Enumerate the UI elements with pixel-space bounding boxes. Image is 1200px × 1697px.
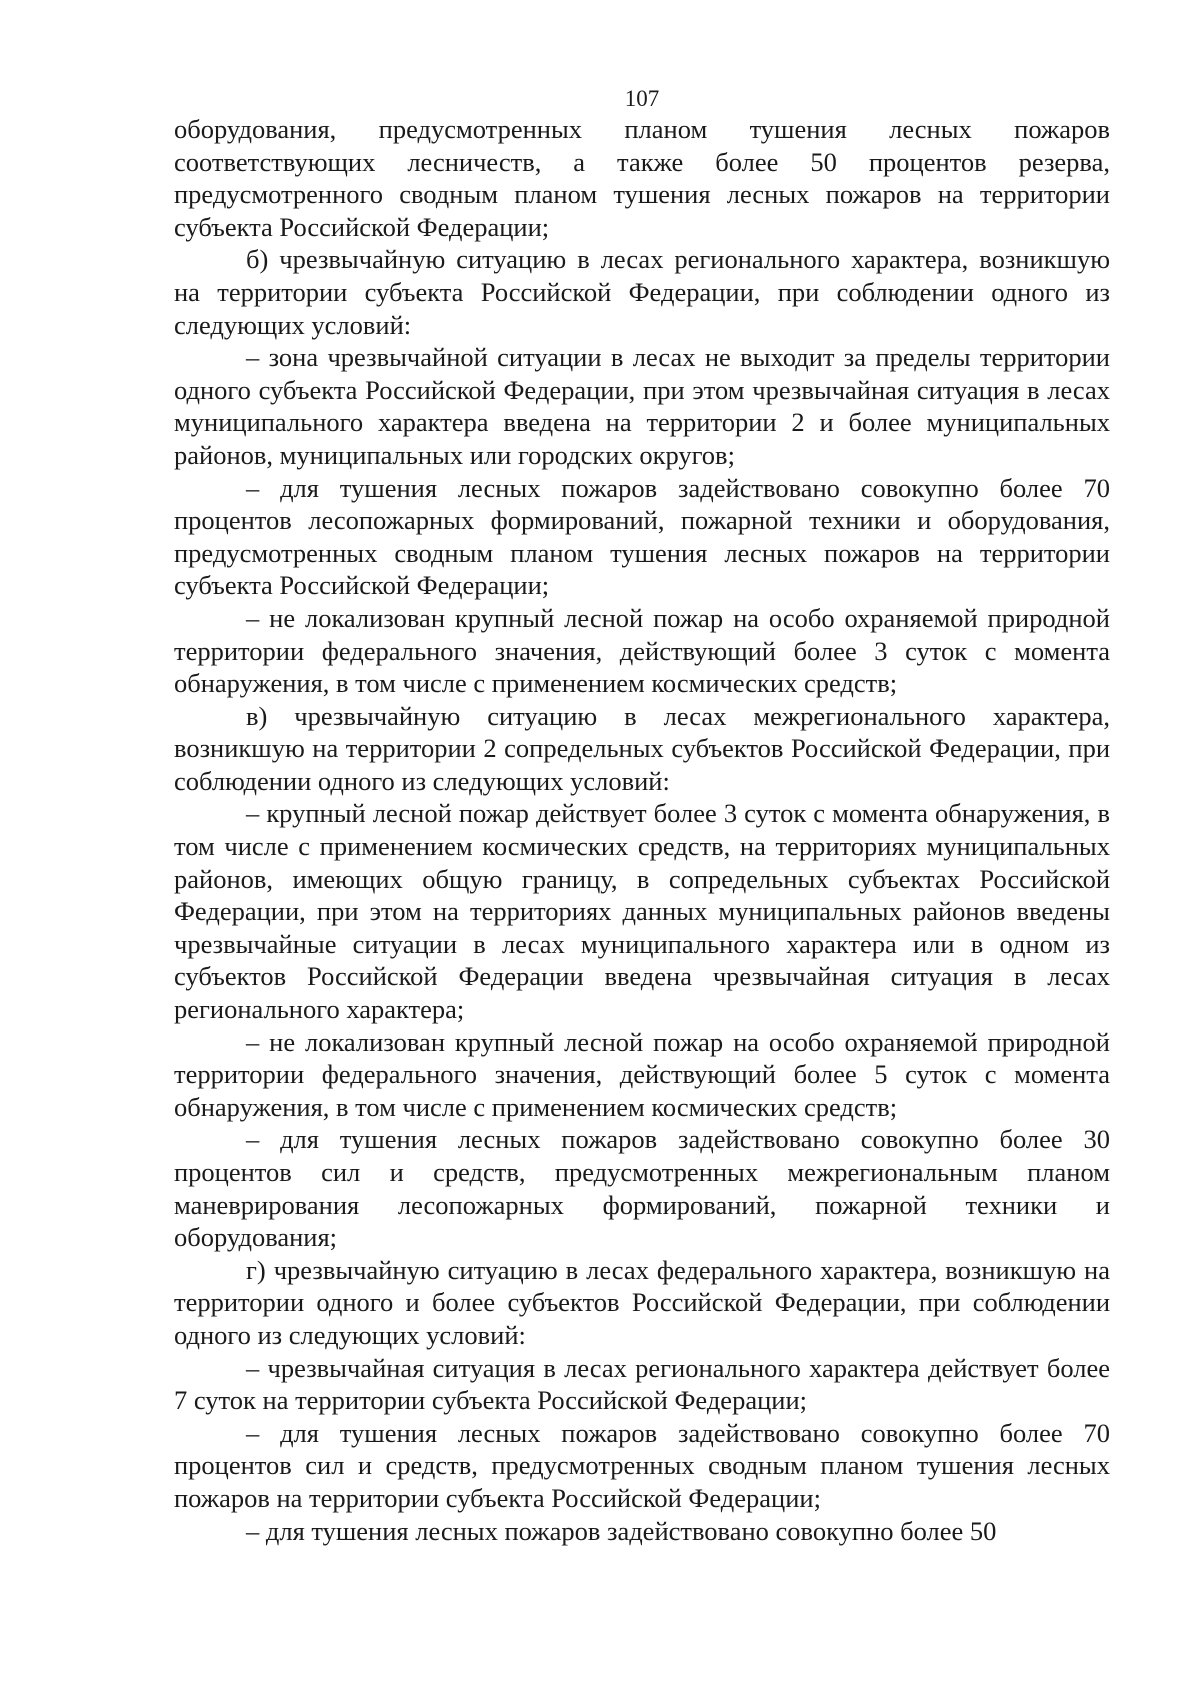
paragraph-dash-item: – не локализован крупный лесной пожар на особо охраняемой природной территории федерального значения, действующий более 5 суток с момента обнаружения, в том числе с применением космических средств; (174, 1026, 1110, 1122)
paragraph-continuation: оборудования, предусмотренных планом тушения лесных пожаров соответствующих лесничеств, а также более 50 процентов резерва, предусмотренного сводным планом тушения лесных пожаров на территории субъекта Российской Федерации; (174, 114, 1110, 242)
paragraph-dash-item: – для тушения лесных пожаров задействовано совокупно более 30 процентов сил и средств, предусмотренных межрегиональным планом маневрирования лесопожарных формирований, пожарной техники и оборудования; (174, 1124, 1110, 1253)
paragraph-item-v: в) чрезвычайную ситуацию в лесах межрегионального характера, возникшую на территории 2 сопредельных субъектов Российской Федерации, при соблюдении одного из следующих условий: (174, 700, 1110, 796)
paragraph-dash-item: – зона чрезвычайной ситуации в лесах не выходит за пределы территории одного субъекта Российской Федерации, при этом чрезвычайная ситуация в лесах муниципального характера введена на территории 2 и более муниципальных районов, муниципальных или городских округов; (174, 342, 1110, 470)
paragraph-dash-item: – для тушения лесных пожаров задействовано совокупно более 70 процентов лесопожарных формирований, пожарной техники и оборудования, предусмотренных сводным планом тушения лесных пожаров на территории субъекта Российской Федерации; (174, 472, 1110, 601)
paragraph-item-b: б) чрезвычайную ситуацию в лесах регионального характера, возникшую на территории субъекта Российской Федерации, при соблюдении одного из следующих условий: (174, 244, 1110, 340)
paragraph-dash-item-last: – для тушения лесных пожаров задействовано совокупно более 50 (246, 1515, 997, 1546)
document-page (174, 82, 1110, 1547)
paragraph-dash-item: – не локализован крупный лесной пожар на особо охраняемой природной территории федерального значения, действующий более 3 суток с момента обнаружения, в том числе с применением космических средств; (174, 602, 1110, 699)
paragraph-dash-item: – чрезвычайная ситуация в лесах регионального характера действует более 7 суток на территории субъекта Российской Федерации; (174, 1352, 1110, 1416)
paragraph-dash-item: – крупный лесной пожар действует более 3 суток с момента обнаружения, в том числе с применением космических средств, на территориях муниципальных районов, имеющих общую границу, в сопредельных субъектах Российской Федерации, при этом на территориях данных муниципальных районов введены чрезвычайные ситуации в лесах муниципального характера или в одном из субъектов Российской Федерации введена чрезвычайная ситуация в лесах регионального характера; (174, 798, 1110, 1025)
page-number: 107 (624, 86, 660, 111)
paragraph-item-g: г) чрезвычайную ситуацию в лесах федерального характера, возникшую на территории одного и более субъектов Российской Федерации, при соблюдении одного из следующих условий: (174, 1254, 1110, 1350)
paragraph-dash-item: – для тушения лесных пожаров задействовано совокупно более 70 процентов сил и средств, предусмотренных сводным планом тушения лесных пожаров на территории субъекта Российской Федерации; (174, 1417, 1110, 1513)
